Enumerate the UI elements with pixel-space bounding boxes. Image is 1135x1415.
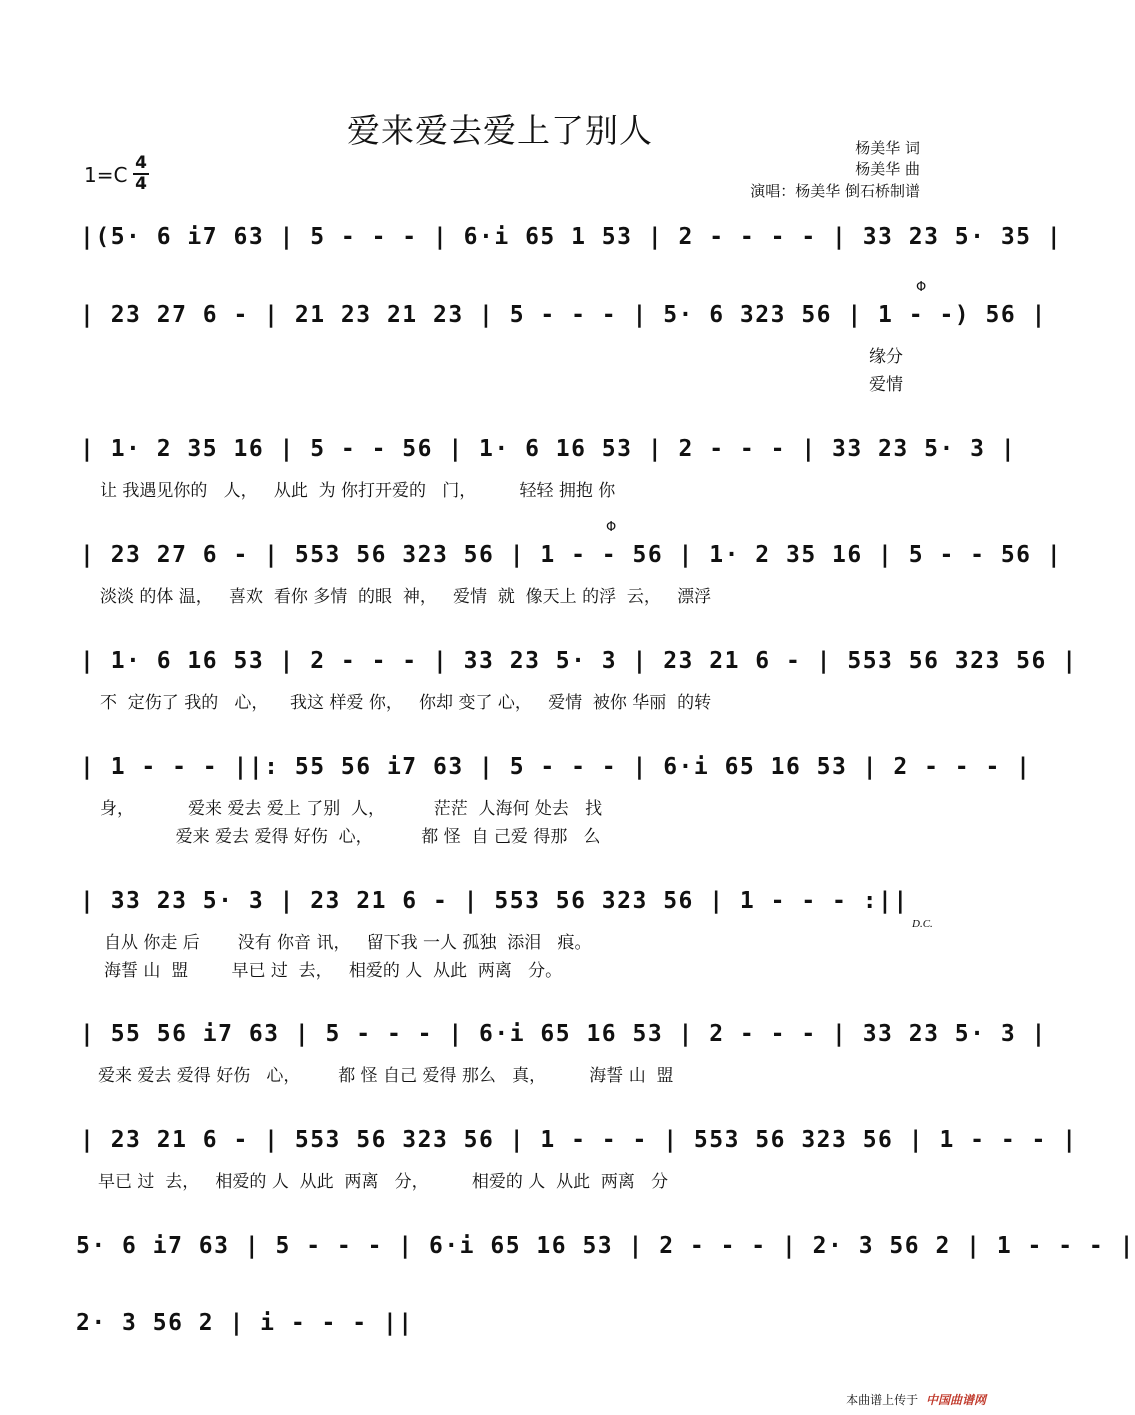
time-signature-top: 4 [135, 153, 147, 173]
composer-credit: 杨美华 曲 [855, 160, 920, 178]
lyric-line: 爱来 爱去 爱得 好伤 心， 都 怪 自 己爱 得那 么 [100, 827, 601, 847]
notation-line: | 1· 2 35 16 | 5 - - 56 | 1· 6 16 53 | 2 - - - | 33 23 5· 3 | [80, 436, 1017, 462]
notation-line: | 33 23 5· 3 | 23 21 6 - | 553 56 323 56 | 1 - - - :|| [80, 888, 909, 914]
lyric-line: 身， 爱来 爱去 爱上 了别 人， 茫茫 人海何 处去 找 [100, 799, 603, 819]
time-signature-bottom: 4 [135, 173, 147, 194]
notation-line: | 1 - - - ||: 55 56 i7 63 | 5 - - - | 6·i 65 16 53 | 2 - - - | [80, 754, 1032, 780]
performer-credit: 演唱：杨美华 倒石桥制谱 [750, 182, 920, 200]
lyric-line: 爱情 [869, 375, 903, 395]
lyric-line: 海誓 山 盟 早已 过 去， 相爱的 人 从此 两离 分。 [104, 961, 563, 981]
notation-line: | 1· 6 16 53 | 2 - - - | 33 23 5· 3 | 23 21 6 - | 553 56 323 56 | [80, 648, 1078, 674]
footer [846, 1391, 986, 1408]
lyric-line: 早已 过 去， 相爱的 人 从此 两离 分， 相爱的 人 从此 两离 分 [98, 1172, 669, 1192]
dc-mark: D.C. [912, 918, 933, 930]
coda-icon: Φ [916, 280, 927, 295]
notation-line: | 55 56 i7 63 | 5 - - - | 6·i 65 16 53 | 2 - - - | 33 23 5· 3 | [80, 1021, 1047, 1047]
lyric-line: 爱来 爱去 爱得 好伤 心， 都 怪 自己 爱得 那么 真， 海誓 山 盟 [98, 1066, 674, 1086]
key-signature: 1=C [84, 163, 128, 187]
site-logo[interactable]: 中国曲谱网 [925, 1393, 986, 1407]
notation-line: 5· 6 i7 63 | 5 - - - | 6·i 65 16 53 | 2 - - - | 2· 3 56 2 | 1 - - - | [76, 1233, 1135, 1259]
notation-line: | 23 27 6 - | 553 56 323 56 | 1 - - 56 | 1· 2 35 16 | 5 - - 56 | [80, 542, 1063, 568]
lyric-line: 缘分 [869, 347, 903, 367]
footer-prefix: 本曲谱上传于 [846, 1393, 919, 1407]
page-title: 爱来爱去爱上了别人 [347, 111, 653, 150]
lyric-line: 让 我遇见你的 人， 从此 为 你打开爱的 门， 轻轻 拥抱 你 [100, 481, 616, 501]
lyric-line: 不 定伤了 我的 心， 我这 样爱 你， 你却 变了 心， 爱情 被你 华丽 的转 [100, 693, 712, 713]
notation-line: 2· 3 56 2 | i - - - || [76, 1310, 414, 1336]
notation-line: | 23 21 6 - | 553 56 323 56 | 1 - - - | 553 56 323 56 | 1 - - - | [80, 1127, 1078, 1153]
coda-icon: Φ [606, 520, 617, 535]
lyric-line: 自从 你走 后 没有 你音 讯， 留下我 一人 孤独 添泪 痕。 [104, 933, 592, 953]
notation-line: |(5· 6 i7 63 | 5 - - - | 6·i 65 1 53 | 2 - - - - | 33 23 5· 35 | [80, 224, 1063, 250]
notation-line: | 23 27 6 - | 21 23 21 23 | 5 - - - | 5· 6 323 56 | 1 - -) 56 | [80, 302, 1047, 328]
time-signature [132, 154, 150, 194]
lyric-line: 淡淡 的体 温， 喜欢 看你 多情 的眼 神， 爱情 就 像天上 的浮 云， 漂浮 [100, 587, 712, 607]
lyricist-credit: 杨美华 词 [855, 139, 920, 157]
